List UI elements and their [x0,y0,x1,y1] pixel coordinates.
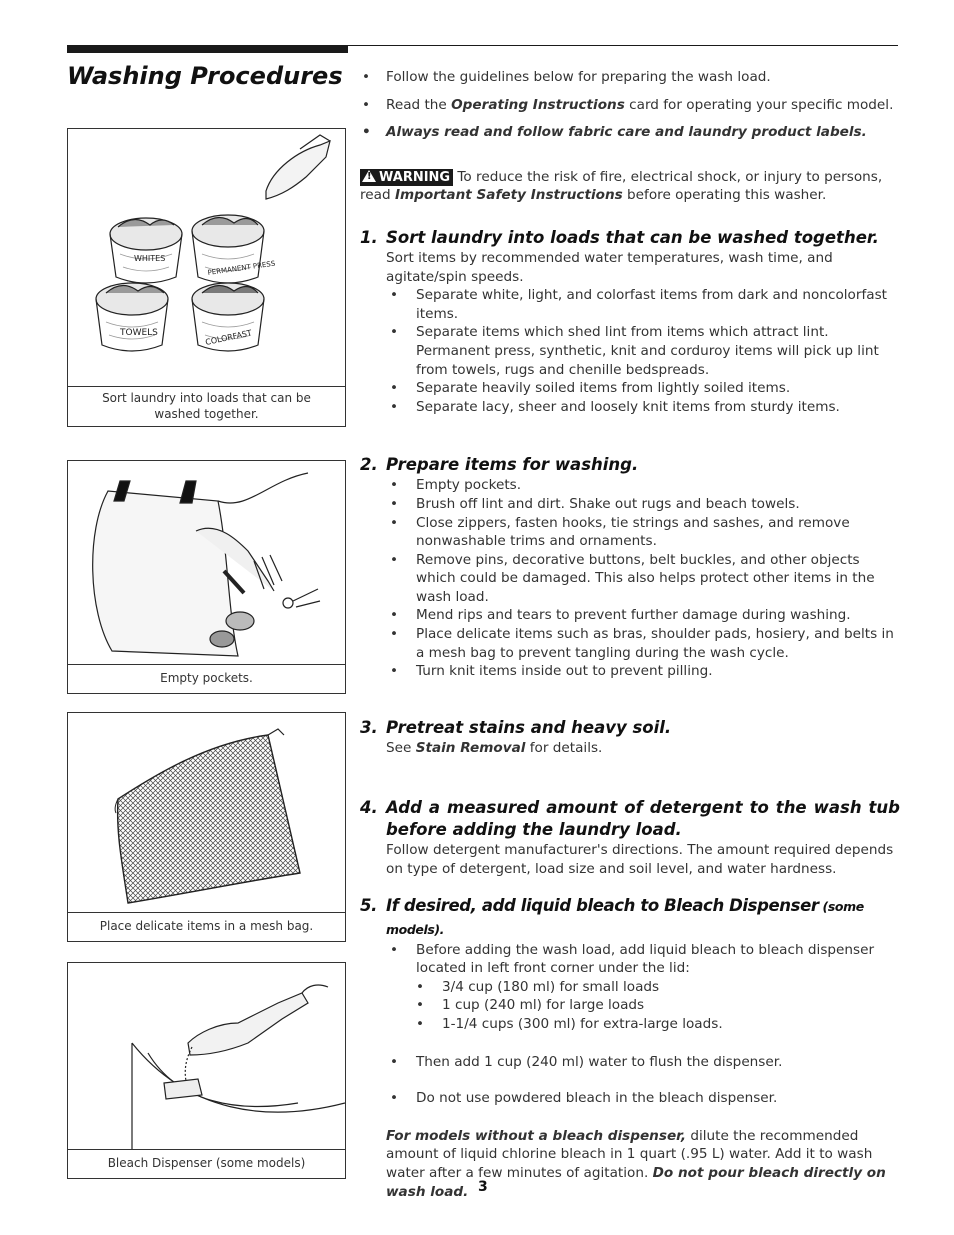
warning-paragraph: ! WARNING To reduce the risk of fire, electrical shock, or injury to persons, read Important Safety Instructions before operating this washer. [360,168,883,204]
intro-bullet-3: • Always read and follow fabric care and laundry product labels. [360,123,900,142]
step-1-bullet: • Separate heavily soiled items from lightly soiled items. [360,379,900,398]
basket-label-whites: WHITES [134,254,166,263]
header-rule-thin [348,45,898,46]
step-1-paragraph: Sort items by recommended water temperatures, wash time, and agitate/spin speeds. [386,249,833,285]
step-5-sub-bullet: • 1-1/4 cups (300 ml) for extra-large loads. [360,1015,900,1034]
intro-bullet-2: • Read the Operating Instructions card for operating your specific model. [360,96,900,115]
figure-sort-laundry [67,128,346,427]
step-1-bullet: • Separate white, light, and colorfast items from dark and noncolorfast items. [360,286,900,323]
warning-badge: ! WARNING [360,169,453,186]
main-content [360,68,900,1201]
figure-mesh-art [68,713,345,913]
step-5-sub-bullet: • 3/4 cup (180 ml) for small loads [360,978,900,997]
step-5-bullet: • Do not use powdered bleach in the bleach dispenser. [360,1089,900,1108]
figure-mesh-bag [67,712,346,942]
basket-label-colorfast: COLORFAST [204,328,253,347]
mesh-bag-illustration [68,713,345,912]
step-4-title: 4. Add a measured amount of detergent to the wash tub before adding the laundry load. [360,798,900,840]
figure-bleach-art [68,963,345,1150]
laundry-baskets-illustration [68,129,345,386]
figure-bleach-dispenser [67,962,346,1179]
step-4-paragraph: Follow detergent manufacturer's directions. The amount required depends on type of detergent, load size and soil level, and water hardness. [386,842,894,878]
step-1-title: 1. Sort laundry into loads that can be washed together. [360,227,879,247]
step-2-bullet: • Mend rips and tears to prevent further damage during washing. [360,606,900,625]
empty-pockets-illustration [68,461,345,664]
step-2-bullet: • Empty pockets. [360,476,900,495]
step-2-bullet: • Turn knit items inside out to prevent pilling. [360,662,900,681]
basket-label-towels: TOWELS [120,328,158,338]
intro-bullet-1: • Follow the guidelines below for preparing the wash load. [360,68,900,87]
figure-sort-caption: Sort laundry into loads that can be washed together. [102,391,311,421]
figure-mesh-caption: Place delicate items in a mesh bag. [99,919,314,933]
step-3-title: 3. Pretreat stains and heavy soil. [360,717,672,737]
step-5-bullet: • Then add 1 cup (240 ml) water to flush the dispenser. [360,1053,900,1072]
page-title: Washing Procedures [67,62,343,90]
step-1-bullet: • Separate lacy, sheer and loosely knit items from sturdy items. [360,398,900,417]
figure-sort-art [68,129,345,387]
bleach-dispenser-illustration [68,963,345,1149]
step-2-bullet: • Brush off lint and dirt. Shake out rugs and beach towels. [360,495,900,514]
step-2-bullet: • Remove pins, decorative buttons, belt buckles, and other objects which could be damaged. This also helps protect other items in the wash load. [360,551,900,607]
warning-triangle-icon: ! [362,170,376,182]
figure-empty-pockets [67,460,346,694]
step-5-note: For models without a bleach dispenser, dilute the recommended amount of liquid chlorine bleach in 1 quart (.95 L) water. Add it to wash water after a few minutes of agitation. Do not pour bleach directly on wash load. [386,1127,886,1200]
step-5-bullet: • Before adding the wash load, add liquid bleach to bleach dispenser located in left front corner under the lid: [360,941,900,978]
step-2-bullet: • Close zippers, fasten hooks, tie strings and sashes, and remove nonwashable trims and ornaments. [360,514,900,551]
basket-label-permanent-press: PERMANENT PRESS [207,259,276,277]
figure-pockets-art [68,461,345,665]
step-2-bullet: • Place delicate items such as bras, shoulder pads, hosiery, and belts in a mesh bag to prevent tangling during the wash cycle. [360,625,900,662]
figure-pockets-caption: Empty pockets. [160,671,253,685]
step-5-title: 5. If desired, add liquid bleach to Bleach Dispenser (some models). [360,895,864,937]
step-3-paragraph: See Stain Removal for details. [386,739,603,756]
step-2-title: 2. Prepare items for washing. [360,455,639,475]
figure-bleach-caption: Bleach Dispenser (some models) [107,1156,306,1170]
step-1-bullet: • Separate items which shed lint from items which attract lint. Permanent press, synthetic, knit and corduroy items will pick up lint from towels, rugs and chenille bedspreads. [360,323,900,379]
header-rule-thick [67,45,348,53]
page-number: 3 [478,1179,488,1195]
step-5-sub-bullet: • 1 cup (240 ml) for large loads [360,996,900,1015]
